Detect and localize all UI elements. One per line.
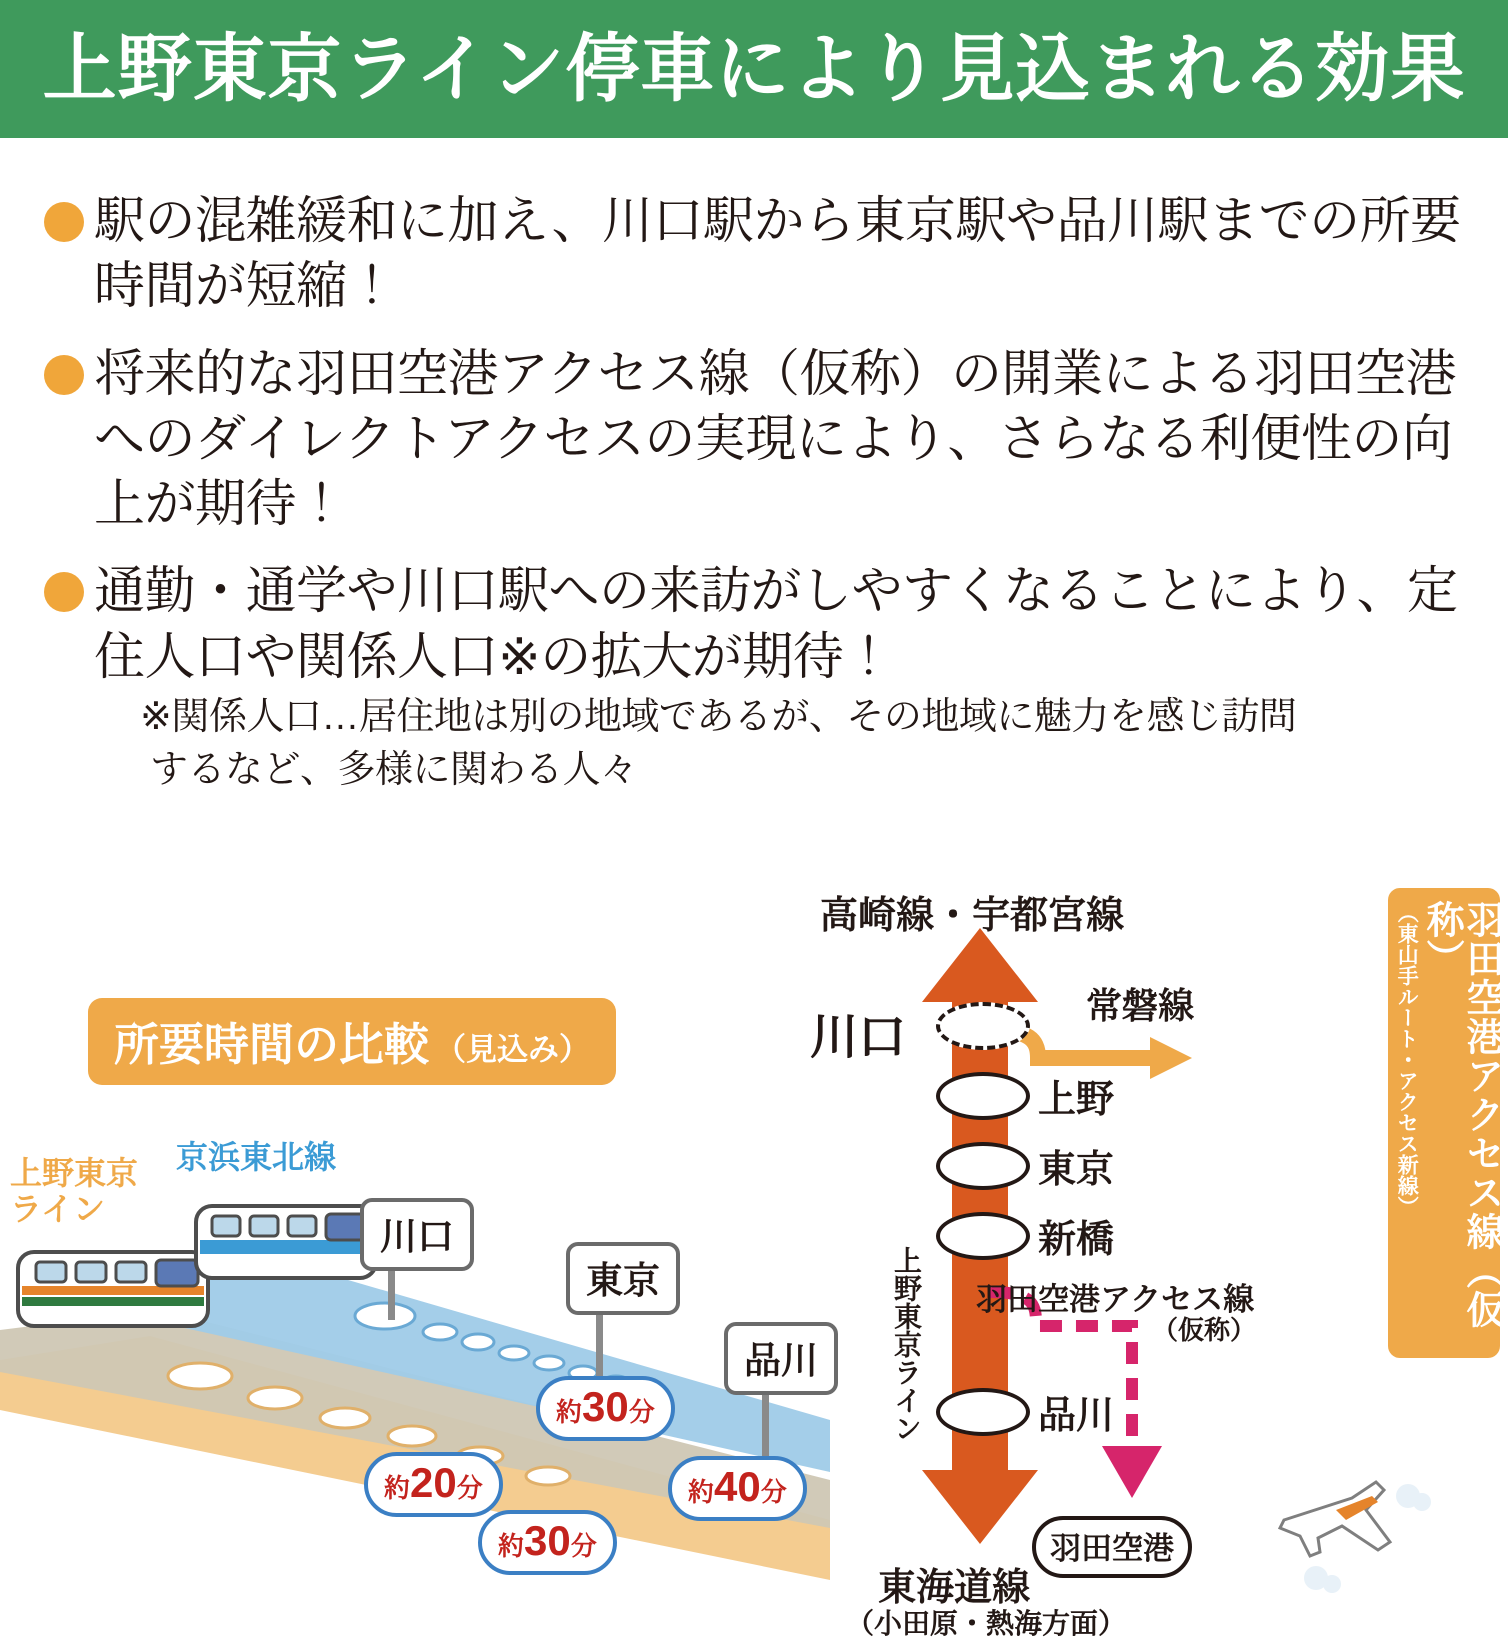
haneda-access-line-callout bbox=[1388, 888, 1500, 1358]
time-value: 30 bbox=[582, 1383, 629, 1430]
station-label-shinagawa: 品川 bbox=[1038, 1395, 1115, 1437]
line-label-ueno-tokyo-1: 上野東京 bbox=[10, 1155, 139, 1191]
line-label-ueno-tokyo bbox=[10, 1156, 138, 1228]
haneda-callout-sub: （東山手ルート・アクセス新線） bbox=[1395, 902, 1419, 1217]
airplane-icon bbox=[1280, 1482, 1431, 1593]
time-prefix: 約 bbox=[556, 1397, 583, 1427]
ribbon-main-label: 所要時間の比較 bbox=[114, 1019, 430, 1070]
time-suffix: 分 bbox=[570, 1531, 597, 1561]
label-ueno-tokyo-line-vertical: 上野東京ライン bbox=[891, 1246, 922, 1442]
time-prefix: 約 bbox=[384, 1473, 411, 1503]
station-marker-tokyo bbox=[936, 1142, 1030, 1190]
footnote-line-1: ※関係人口…居住地は別の地域であるが、その地域に魅力を感じ訪問 bbox=[140, 695, 1297, 738]
time-bubble-lower bbox=[478, 1510, 617, 1575]
perspective-track-illustration bbox=[0, 980, 830, 1648]
line-label-ueno-tokyo-2: ライン bbox=[10, 1190, 106, 1227]
bullet-dot-icon bbox=[44, 355, 84, 395]
list-item bbox=[44, 188, 1464, 319]
station-label-tokyo: 東京 bbox=[1038, 1149, 1115, 1191]
time-prefix: 約 bbox=[498, 1531, 525, 1561]
bullet-dot-icon bbox=[44, 202, 84, 242]
list-item bbox=[44, 558, 1464, 795]
label-tokaido-line: 東海道線 bbox=[878, 1567, 1031, 1609]
station-marker-shinagawa bbox=[936, 1388, 1030, 1436]
station-marker-ueno bbox=[936, 1072, 1030, 1120]
station-label-ueno: 上野 bbox=[1038, 1079, 1115, 1121]
bullet-text: 通勤・通学や川口駅への来訪がしやすくなることにより、定住人口や関係人口※の拡大が期待！ bbox=[94, 562, 1458, 685]
route-diagram-panel bbox=[800, 880, 1508, 1648]
time-bubble-shinagawa bbox=[668, 1456, 807, 1521]
bullet-text: 駅の混雑緩和に加え、川口駅から東京駅や品川駅までの所要時間が短縮！ bbox=[94, 192, 1461, 315]
time-value: 20 bbox=[410, 1459, 457, 1506]
label-haneda-access-line-kasho: （仮称） bbox=[1152, 1315, 1257, 1345]
station-tag-kawaguchi: 川口 bbox=[360, 1198, 474, 1271]
page-title: 上野東京ライン停車により見込まれる効果 bbox=[42, 27, 1466, 110]
label-tokaido-sub: （小田原・熱海方面） bbox=[846, 1608, 1127, 1639]
page-header bbox=[0, 0, 1508, 138]
time-suffix: 分 bbox=[456, 1473, 483, 1503]
airport-label-haneda: 羽田空港 bbox=[1032, 1516, 1192, 1578]
time-prefix: 約 bbox=[688, 1477, 715, 1507]
label-kawaguchi: 川口 bbox=[810, 1011, 907, 1064]
time-bubble-tokyo-upper bbox=[536, 1376, 675, 1441]
haneda-callout-main: 羽田空港アクセス線（仮称） bbox=[1420, 900, 1502, 1329]
list-item bbox=[44, 341, 1464, 537]
time-suffix: 分 bbox=[760, 1477, 787, 1507]
station-label-shimbashi: 新橋 bbox=[1038, 1219, 1115, 1261]
time-bubble-kawaguchi-tokyo-keihin bbox=[364, 1452, 503, 1517]
label-haneda-access-line: 羽田空港アクセス線 bbox=[976, 1282, 1255, 1317]
ribbon-sub-label: （見込み） bbox=[435, 1032, 591, 1067]
time-value: 40 bbox=[714, 1463, 761, 1510]
station-tag-tokyo: 東京 bbox=[566, 1242, 680, 1315]
label-takasaki-utsunomiya: 高崎線・宇都宮線 bbox=[820, 895, 1125, 937]
label-joban-line: 常磐線 bbox=[1086, 985, 1195, 1026]
line-label-keihin-tohoku: 京浜東北線 bbox=[176, 1139, 337, 1175]
footnote-line-2: するなど、多様に関わる人々 bbox=[150, 749, 638, 792]
station-tag-shinagawa: 品川 bbox=[724, 1322, 838, 1395]
bullet-dot-icon bbox=[44, 572, 84, 612]
station-marker-kawaguchi bbox=[936, 1002, 1030, 1050]
time-suffix: 分 bbox=[628, 1397, 655, 1427]
time-value: 30 bbox=[524, 1517, 571, 1564]
bullet-text: 将来的な羽田空港アクセス線（仮称）の開業による羽田空港へのダイレクトアクセスの実現により、さらなる利便性の向上が期待！ bbox=[94, 344, 1456, 533]
travel-time-comparison-panel bbox=[0, 980, 830, 1648]
station-marker-shimbashi bbox=[936, 1212, 1030, 1260]
effects-bullet-list bbox=[44, 188, 1464, 818]
